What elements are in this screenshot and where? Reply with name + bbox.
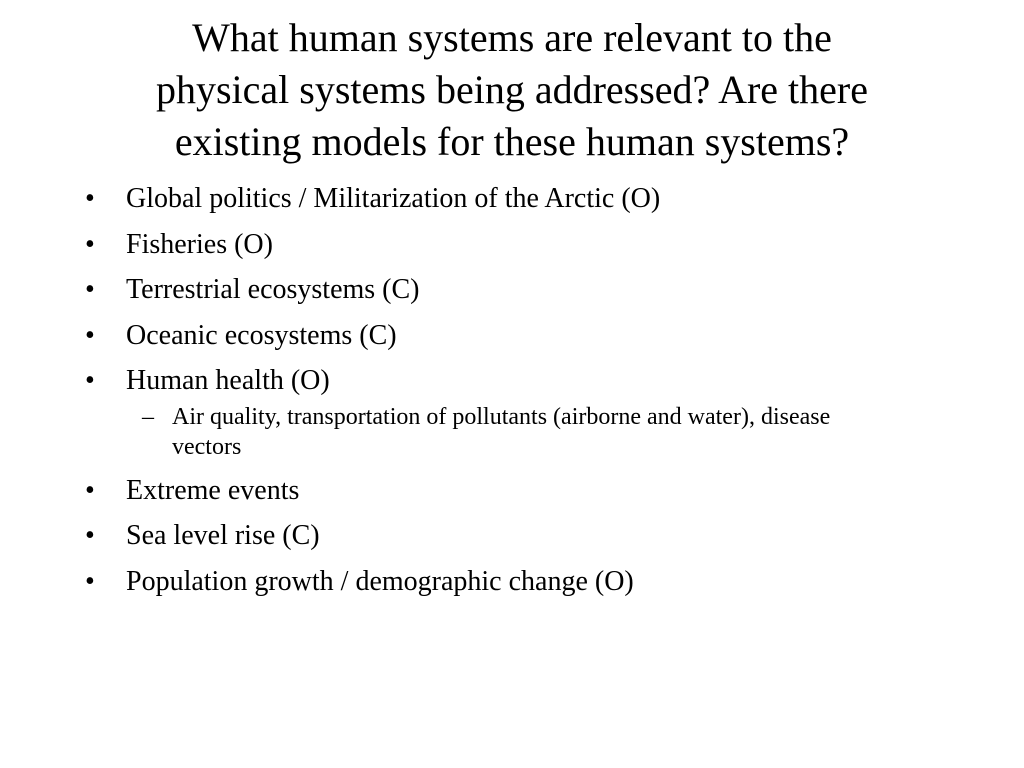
bullet-item xyxy=(85,228,945,262)
bullet-text: Terrestrial ecosystems (C) xyxy=(126,274,420,305)
slide-title xyxy=(60,12,964,168)
bullet-text: Sea level rise (C) xyxy=(126,520,320,551)
sub-bullet-text: Air quality, transportation of pollutants (airborne and water), disease vectors xyxy=(172,404,831,460)
title-line: What human systems are relevant to the xyxy=(192,15,832,60)
sub-bullet-item xyxy=(126,402,945,462)
bullet-list xyxy=(85,182,945,610)
bullet-marker: • xyxy=(85,228,95,260)
bullet-item xyxy=(85,273,945,307)
sub-bullet-list xyxy=(126,402,945,462)
bullet-text: Fisheries (O) xyxy=(126,228,273,260)
bullet-marker: • xyxy=(85,520,95,551)
bullet-item xyxy=(85,565,945,599)
bullet-marker: • xyxy=(85,565,95,597)
bullet-item xyxy=(85,319,945,353)
bullet-marker: • xyxy=(85,274,95,305)
bullet-item xyxy=(85,474,945,508)
bullet-text: Human health (O) xyxy=(126,365,330,396)
bullet-text: Extreme events xyxy=(126,474,300,506)
bullet-item xyxy=(85,519,945,553)
title-line: existing models for these human systems? xyxy=(174,119,850,164)
bullet-marker: • xyxy=(85,365,95,396)
bullet-marker: • xyxy=(85,474,95,506)
title-line: physical systems being addressed? Are there xyxy=(155,67,868,112)
bullet-item xyxy=(85,182,945,216)
bullet-text: Oceanic ecosystems (C) xyxy=(126,319,397,351)
bullet-item xyxy=(85,364,945,462)
bullet-marker: • xyxy=(85,319,95,351)
bullet-text: Global politics / Militarization of the Arctic (O) xyxy=(126,183,661,214)
bullet-marker: • xyxy=(85,183,95,214)
sub-bullet-marker: – xyxy=(142,404,154,430)
bullet-text: Population growth / demographic change (O) xyxy=(126,565,634,597)
